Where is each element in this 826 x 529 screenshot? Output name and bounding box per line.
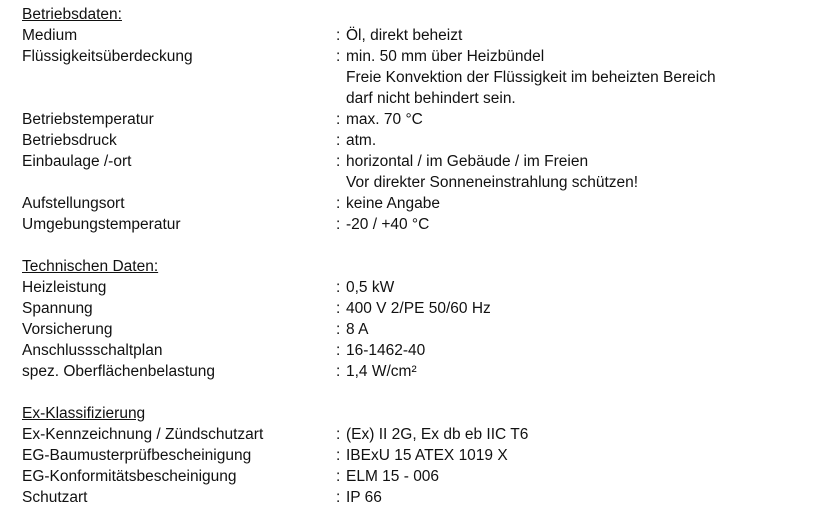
data-row [22, 340, 812, 361]
separator: : [336, 426, 341, 443]
field-value [346, 277, 812, 298]
field-label: Aufstellungsort [22, 195, 125, 212]
data-row [22, 466, 812, 487]
separator: : [336, 27, 341, 44]
field-label: Umgebungstemperatur [22, 216, 181, 233]
data-row [22, 361, 812, 382]
field-value [346, 340, 812, 361]
field-value [346, 424, 812, 445]
field-label: Medium [22, 27, 78, 44]
separator: : [336, 468, 341, 485]
separator: : [336, 279, 341, 296]
data-row [22, 193, 812, 214]
field-value [346, 214, 812, 235]
separator: : [336, 489, 341, 506]
section-heading: Ex-Klassifizierung [22, 405, 146, 422]
section-heading: Technischen Daten: [22, 258, 159, 275]
value-line: (Ex) II 2G, Ex db eb IIC T6 [346, 426, 529, 443]
field-label: EG-Konformitätsbescheinigung [22, 468, 237, 485]
separator: : [336, 216, 341, 233]
field-value [346, 25, 812, 46]
field-value [346, 298, 812, 319]
section-ex-klassifizierung [22, 403, 812, 508]
value-line: Vor direkter Sonneneinstrahlung schützen! [346, 174, 639, 191]
value-line: 8 A [346, 321, 369, 338]
value-line: darf nicht behindert sein. [346, 90, 516, 107]
value-line: 400 V 2/PE 50/60 Hz [346, 300, 491, 317]
field-value [346, 151, 812, 193]
data-row [22, 130, 812, 151]
field-label: Spannung [22, 300, 93, 317]
field-value [346, 487, 812, 508]
value-line: Freie Konvektion der Flüssigkeit im beheizten Bereich [346, 69, 716, 86]
field-value [346, 46, 812, 109]
separator: : [336, 195, 341, 212]
data-row [22, 109, 812, 130]
data-row [22, 277, 812, 298]
value-line: IBExU 15 ATEX 1019 X [346, 447, 508, 464]
separator: : [336, 363, 341, 380]
value-line: horizontal / im Gebäude / im Freien [346, 153, 589, 170]
section-technische-daten [22, 256, 812, 382]
field-value [346, 319, 812, 340]
value-line: atm. [346, 132, 377, 149]
field-label: Vorsicherung [22, 321, 113, 338]
separator: : [336, 111, 341, 128]
value-line: -20 / +40 °C [346, 216, 430, 233]
data-row [22, 298, 812, 319]
field-label: Betriebsdruck [22, 132, 117, 149]
value-line: ELM 15 - 006 [346, 468, 440, 485]
data-row [22, 214, 812, 235]
value-line: Öl, direkt beheizt [346, 27, 463, 44]
data-row [22, 319, 812, 340]
field-label: Flüssigkeitsüberdeckung [22, 48, 193, 65]
value-line: min. 50 mm über Heizbündel [346, 48, 545, 65]
separator: : [336, 342, 341, 359]
section-heading: Betriebsdaten: [22, 6, 122, 23]
field-label: Heizleistung [22, 279, 107, 296]
separator: : [336, 48, 341, 65]
data-row [22, 445, 812, 466]
value-line: IP 66 [346, 489, 382, 506]
separator: : [336, 153, 341, 170]
field-label: Einbaulage /-ort [22, 153, 132, 170]
field-label: EG-Baumusterprüfbescheinigung [22, 447, 252, 464]
separator: : [336, 300, 341, 317]
separator: : [336, 321, 341, 338]
field-label: spez. Oberflächenbelastung [22, 363, 216, 380]
field-value [346, 445, 812, 466]
value-line: 1,4 W/cm² [346, 363, 417, 380]
separator: : [336, 132, 341, 149]
section-betriebsdaten [22, 4, 812, 235]
value-line: max. 70 °C [346, 111, 423, 128]
data-row [22, 151, 812, 193]
field-label: Anschlussschaltplan [22, 342, 163, 359]
field-label: Ex-Kennzeichnung / Zündschutzart [22, 426, 264, 443]
data-row [22, 424, 812, 445]
separator: : [336, 447, 341, 464]
field-value [346, 361, 812, 382]
data-row [22, 46, 812, 109]
field-value [346, 193, 812, 214]
value-line: keine Angabe [346, 195, 440, 212]
datasheet-document [22, 4, 812, 529]
data-row [22, 25, 812, 46]
field-value [346, 109, 812, 130]
field-value [346, 466, 812, 487]
field-value [346, 130, 812, 151]
field-label: Schutzart [22, 489, 88, 506]
value-line: 0,5 kW [346, 279, 395, 296]
data-row [22, 487, 812, 508]
value-line: 16-1462-40 [346, 342, 426, 359]
field-label: Betriebstemperatur [22, 111, 154, 128]
